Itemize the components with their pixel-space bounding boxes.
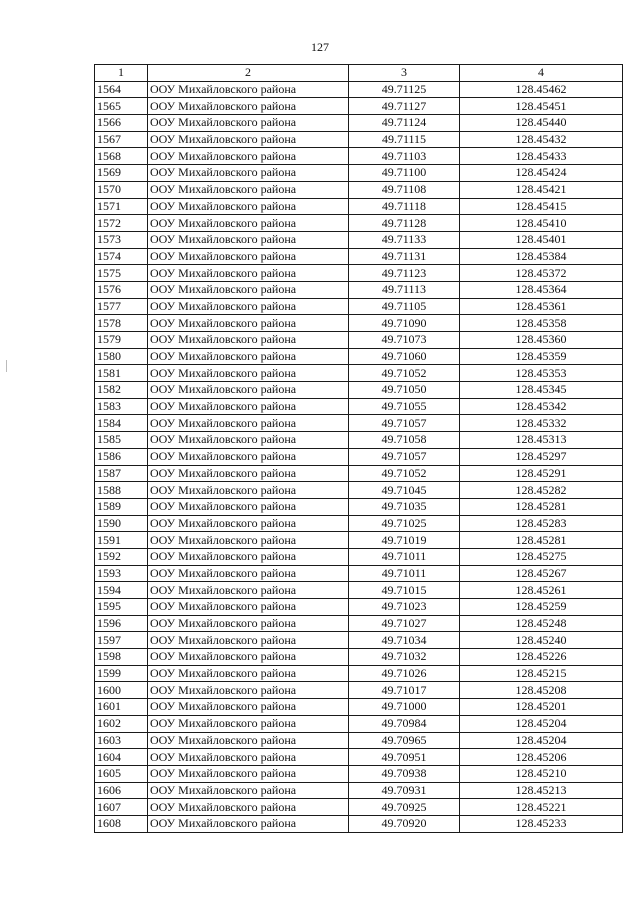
point-number-cell: 1598	[95, 649, 148, 666]
point-number-cell: 1568	[95, 148, 148, 165]
latitude-cell: 49.71058	[349, 432, 460, 449]
organization-cell: ООУ Михайловского района	[148, 765, 349, 782]
latitude-cell: 49.70931	[349, 782, 460, 799]
latitude-cell: 49.71105	[349, 298, 460, 315]
table-row	[95, 115, 623, 132]
organization-cell: ООУ Михайловского района	[148, 715, 349, 732]
point-number-cell: 1607	[95, 799, 148, 816]
point-number-cell: 1578	[95, 315, 148, 332]
organization-cell: ООУ Михайловского района	[148, 215, 349, 232]
latitude-cell: 49.71025	[349, 515, 460, 532]
organization-cell: ООУ Михайловского района	[148, 348, 349, 365]
table-row	[95, 565, 623, 582]
organization-cell: ООУ Михайловского района	[148, 448, 349, 465]
table-row	[95, 365, 623, 382]
table-row	[95, 582, 623, 599]
latitude-cell: 49.71123	[349, 265, 460, 282]
header-col-4: 4	[460, 65, 623, 82]
latitude-cell: 49.71133	[349, 231, 460, 248]
table-row	[95, 448, 623, 465]
longitude-cell: 128.45358	[460, 315, 623, 332]
latitude-cell: 49.71027	[349, 615, 460, 632]
point-number-cell: 1597	[95, 632, 148, 649]
table-header-row	[95, 65, 623, 82]
header-col-3: 3	[349, 65, 460, 82]
longitude-cell: 128.45204	[460, 732, 623, 749]
latitude-cell: 49.70925	[349, 799, 460, 816]
longitude-cell: 128.45240	[460, 632, 623, 649]
longitude-cell: 128.45208	[460, 682, 623, 699]
organization-cell: ООУ Михайловского района	[148, 432, 349, 449]
organization-cell: ООУ Михайловского района	[148, 599, 349, 616]
organization-cell: ООУ Михайловского района	[148, 565, 349, 582]
point-number-cell: 1573	[95, 231, 148, 248]
organization-cell: ООУ Михайловского района	[148, 81, 349, 98]
longitude-cell: 128.45267	[460, 565, 623, 582]
latitude-cell: 49.71124	[349, 115, 460, 132]
organization-cell: ООУ Михайловского района	[148, 265, 349, 282]
point-number-cell: 1600	[95, 682, 148, 699]
table-row	[95, 415, 623, 432]
latitude-cell: 49.71057	[349, 448, 460, 465]
point-number-cell: 1582	[95, 382, 148, 399]
organization-cell: ООУ Михайловского района	[148, 365, 349, 382]
table-row	[95, 465, 623, 482]
longitude-cell: 128.45248	[460, 615, 623, 632]
table-row	[95, 749, 623, 766]
latitude-cell: 49.71127	[349, 98, 460, 115]
longitude-cell: 128.45297	[460, 448, 623, 465]
point-number-cell: 1608	[95, 815, 148, 832]
point-number-cell: 1584	[95, 415, 148, 432]
longitude-cell: 128.45226	[460, 649, 623, 666]
table-row	[95, 231, 623, 248]
table-row	[95, 665, 623, 682]
latitude-cell: 49.71015	[349, 582, 460, 599]
longitude-cell: 128.45451	[460, 98, 623, 115]
latitude-cell: 49.71023	[349, 599, 460, 616]
longitude-cell: 128.45415	[460, 198, 623, 215]
point-number-cell: 1569	[95, 165, 148, 182]
organization-cell: ООУ Михайловского района	[148, 98, 349, 115]
point-number-cell: 1586	[95, 448, 148, 465]
organization-cell: ООУ Михайловского района	[148, 815, 349, 832]
point-number-cell: 1579	[95, 332, 148, 349]
point-number-cell: 1577	[95, 298, 148, 315]
point-number-cell: 1606	[95, 782, 148, 799]
point-number-cell: 1566	[95, 115, 148, 132]
latitude-cell: 49.70920	[349, 815, 460, 832]
organization-cell: ООУ Михайловского района	[148, 281, 349, 298]
latitude-cell: 49.70938	[349, 765, 460, 782]
latitude-cell: 49.71045	[349, 482, 460, 499]
organization-cell: ООУ Михайловского района	[148, 749, 349, 766]
latitude-cell: 49.71032	[349, 649, 460, 666]
organization-cell: ООУ Михайловского района	[148, 649, 349, 666]
longitude-cell: 128.45275	[460, 548, 623, 565]
longitude-cell: 128.45313	[460, 432, 623, 449]
point-number-cell: 1593	[95, 565, 148, 582]
table-row	[95, 632, 623, 649]
longitude-cell: 128.45410	[460, 215, 623, 232]
longitude-cell: 128.45259	[460, 599, 623, 616]
point-number-cell: 1596	[95, 615, 148, 632]
organization-cell: ООУ Михайловского района	[148, 332, 349, 349]
longitude-cell: 128.45359	[460, 348, 623, 365]
point-number-cell: 1591	[95, 532, 148, 549]
table-row	[95, 482, 623, 499]
table-row	[95, 81, 623, 98]
latitude-cell: 49.71052	[349, 465, 460, 482]
organization-cell: ООУ Михайловского района	[148, 482, 349, 499]
table-row	[95, 398, 623, 415]
longitude-cell: 128.45281	[460, 532, 623, 549]
organization-cell: ООУ Михайловского района	[148, 665, 349, 682]
header-col-2: 2	[148, 65, 349, 82]
table-row	[95, 432, 623, 449]
table-row	[95, 215, 623, 232]
latitude-cell: 49.71019	[349, 532, 460, 549]
organization-cell: ООУ Михайловского района	[148, 699, 349, 716]
longitude-cell: 128.45332	[460, 415, 623, 432]
longitude-cell: 128.45440	[460, 115, 623, 132]
organization-cell: ООУ Михайловского района	[148, 799, 349, 816]
table-body	[95, 81, 623, 832]
point-number-cell: 1602	[95, 715, 148, 732]
point-number-cell: 1564	[95, 81, 148, 98]
organization-cell: ООУ Михайловского района	[148, 465, 349, 482]
latitude-cell: 49.71113	[349, 281, 460, 298]
table-row	[95, 265, 623, 282]
longitude-cell: 128.45432	[460, 131, 623, 148]
longitude-cell: 128.45345	[460, 382, 623, 399]
latitude-cell: 49.71103	[349, 148, 460, 165]
longitude-cell: 128.45421	[460, 181, 623, 198]
point-number-cell: 1585	[95, 432, 148, 449]
longitude-cell: 128.45364	[460, 281, 623, 298]
table-row	[95, 281, 623, 298]
organization-cell: ООУ Михайловского района	[148, 382, 349, 399]
point-number-cell: 1589	[95, 498, 148, 515]
longitude-cell: 128.45201	[460, 699, 623, 716]
latitude-cell: 49.70951	[349, 749, 460, 766]
longitude-cell: 128.45384	[460, 248, 623, 265]
table-row	[95, 298, 623, 315]
point-number-cell: 1594	[95, 582, 148, 599]
longitude-cell: 128.45233	[460, 815, 623, 832]
longitude-cell: 128.45282	[460, 482, 623, 499]
table-row	[95, 815, 623, 832]
table-row	[95, 498, 623, 515]
organization-cell: ООУ Михайловского района	[148, 532, 349, 549]
table-row	[95, 765, 623, 782]
page-number: 127	[311, 40, 329, 54]
latitude-cell: 49.71011	[349, 565, 460, 582]
table-row	[95, 181, 623, 198]
longitude-cell: 128.45221	[460, 799, 623, 816]
longitude-cell: 128.45401	[460, 231, 623, 248]
point-number-cell: 1571	[95, 198, 148, 215]
point-number-cell: 1599	[95, 665, 148, 682]
point-number-cell: 1603	[95, 732, 148, 749]
organization-cell: ООУ Михайловского района	[148, 582, 349, 599]
table-row	[95, 615, 623, 632]
point-number-cell: 1575	[95, 265, 148, 282]
latitude-cell: 49.71128	[349, 215, 460, 232]
organization-cell: ООУ Михайловского района	[148, 115, 349, 132]
table-row	[95, 198, 623, 215]
latitude-cell: 49.71131	[349, 248, 460, 265]
latitude-cell: 49.71034	[349, 632, 460, 649]
point-number-cell: 1567	[95, 131, 148, 148]
latitude-cell: 49.71035	[349, 498, 460, 515]
organization-cell: ООУ Михайловского района	[148, 682, 349, 699]
longitude-cell: 128.45281	[460, 498, 623, 515]
table-row	[95, 165, 623, 182]
latitude-cell: 49.70965	[349, 732, 460, 749]
organization-cell: ООУ Михайловского района	[148, 398, 349, 415]
organization-cell: ООУ Михайловского района	[148, 165, 349, 182]
organization-cell: ООУ Михайловского района	[148, 131, 349, 148]
point-number-cell: 1570	[95, 181, 148, 198]
latitude-cell: 49.71100	[349, 165, 460, 182]
table-row	[95, 649, 623, 666]
table-row	[95, 548, 623, 565]
point-number-cell: 1574	[95, 248, 148, 265]
longitude-cell: 128.45261	[460, 582, 623, 599]
table-row	[95, 532, 623, 549]
point-number-cell: 1595	[95, 599, 148, 616]
longitude-cell: 128.45210	[460, 765, 623, 782]
point-number-cell: 1604	[95, 749, 148, 766]
latitude-cell: 49.71057	[349, 415, 460, 432]
latitude-cell: 49.71050	[349, 382, 460, 399]
latitude-cell: 49.71125	[349, 81, 460, 98]
longitude-cell: 128.45213	[460, 782, 623, 799]
organization-cell: ООУ Михайловского района	[148, 148, 349, 165]
organization-cell: ООУ Михайловского района	[148, 315, 349, 332]
point-number-cell: 1588	[95, 482, 148, 499]
longitude-cell: 128.45204	[460, 715, 623, 732]
latitude-cell: 49.71115	[349, 131, 460, 148]
coordinates-table	[94, 64, 623, 833]
organization-cell: ООУ Михайловского района	[148, 732, 349, 749]
table-row	[95, 599, 623, 616]
longitude-cell: 128.45372	[460, 265, 623, 282]
point-number-cell: 1587	[95, 465, 148, 482]
table-row	[95, 98, 623, 115]
point-number-cell: 1576	[95, 281, 148, 298]
latitude-cell: 49.71090	[349, 315, 460, 332]
latitude-cell: 49.71055	[349, 398, 460, 415]
latitude-cell: 49.71052	[349, 365, 460, 382]
latitude-cell: 49.71108	[349, 181, 460, 198]
margin-mark	[6, 360, 7, 372]
longitude-cell: 128.45424	[460, 165, 623, 182]
organization-cell: ООУ Михайловского района	[148, 298, 349, 315]
point-number-cell: 1580	[95, 348, 148, 365]
organization-cell: ООУ Михайловского района	[148, 415, 349, 432]
point-number-cell: 1583	[95, 398, 148, 415]
table-row	[95, 382, 623, 399]
latitude-cell: 49.71026	[349, 665, 460, 682]
point-number-cell: 1590	[95, 515, 148, 532]
point-number-cell: 1605	[95, 765, 148, 782]
point-number-cell: 1581	[95, 365, 148, 382]
table-row	[95, 732, 623, 749]
organization-cell: ООУ Михайловского района	[148, 615, 349, 632]
latitude-cell: 49.71011	[349, 548, 460, 565]
header-col-1: 1	[95, 65, 148, 82]
longitude-cell: 128.45353	[460, 365, 623, 382]
latitude-cell: 49.71118	[349, 198, 460, 215]
point-number-cell: 1565	[95, 98, 148, 115]
table-row	[95, 515, 623, 532]
table-row	[95, 715, 623, 732]
table-row	[95, 248, 623, 265]
table-row	[95, 148, 623, 165]
table-row	[95, 332, 623, 349]
point-number-cell: 1592	[95, 548, 148, 565]
organization-cell: ООУ Михайловского района	[148, 632, 349, 649]
organization-cell: ООУ Михайловского района	[148, 248, 349, 265]
organization-cell: ООУ Михайловского района	[148, 498, 349, 515]
table-row	[95, 315, 623, 332]
latitude-cell: 49.71000	[349, 699, 460, 716]
table-row	[95, 131, 623, 148]
organization-cell: ООУ Михайловского района	[148, 782, 349, 799]
organization-cell: ООУ Михайловского района	[148, 548, 349, 565]
organization-cell: ООУ Михайловского района	[148, 515, 349, 532]
longitude-cell: 128.45433	[460, 148, 623, 165]
table-row	[95, 348, 623, 365]
table-row	[95, 682, 623, 699]
organization-cell: ООУ Михайловского района	[148, 231, 349, 248]
longitude-cell: 128.45291	[460, 465, 623, 482]
latitude-cell: 49.71060	[349, 348, 460, 365]
longitude-cell: 128.45206	[460, 749, 623, 766]
table-row	[95, 699, 623, 716]
longitude-cell: 128.45360	[460, 332, 623, 349]
organization-cell: ООУ Михайловского района	[148, 181, 349, 198]
table-row	[95, 799, 623, 816]
longitude-cell: 128.45462	[460, 81, 623, 98]
longitude-cell: 128.45283	[460, 515, 623, 532]
latitude-cell: 49.70984	[349, 715, 460, 732]
longitude-cell: 128.45215	[460, 665, 623, 682]
organization-cell: ООУ Михайловского района	[148, 198, 349, 215]
latitude-cell: 49.71017	[349, 682, 460, 699]
point-number-cell: 1601	[95, 699, 148, 716]
longitude-cell: 128.45361	[460, 298, 623, 315]
latitude-cell: 49.71073	[349, 332, 460, 349]
table-row	[95, 782, 623, 799]
point-number-cell: 1572	[95, 215, 148, 232]
longitude-cell: 128.45342	[460, 398, 623, 415]
